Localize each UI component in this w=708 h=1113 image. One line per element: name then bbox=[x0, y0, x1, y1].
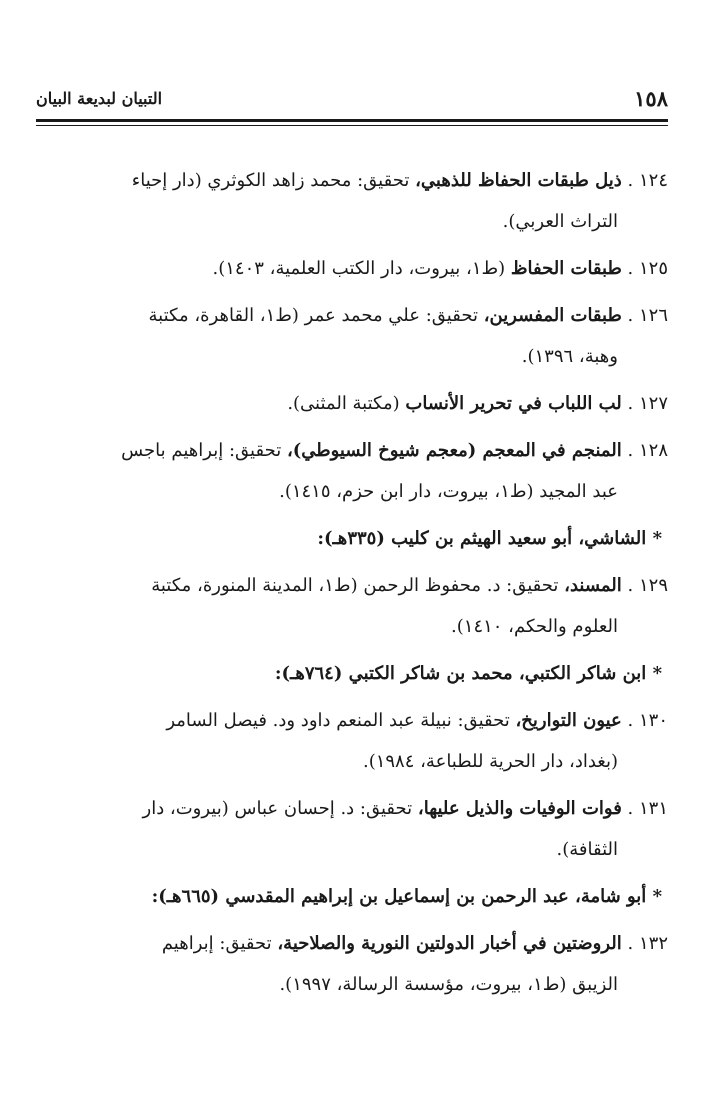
entry-details: تحقيق: إبراهيم باجس bbox=[121, 440, 282, 461]
entry-continuation: وهبة، ١٣٩٦). bbox=[521, 346, 618, 367]
author-name: أبو شامة، عبد الرحمن بن إسماعيل بن إبراهيم المقدسي (٦٦٥هـ): bbox=[151, 886, 647, 907]
entry-number: ١٢٥ . bbox=[627, 258, 668, 279]
entry-title: عيون التواريخ، bbox=[515, 710, 622, 731]
entry-title: المنجم في المعجم (معجم شيوخ السيوطي)، bbox=[286, 440, 622, 461]
entry-number: ١٣٢ . bbox=[627, 933, 668, 954]
bibliography-entry bbox=[40, 923, 668, 1005]
asterisk-icon: * bbox=[652, 663, 662, 684]
bibliography-entry bbox=[40, 295, 668, 377]
header-rule-thin bbox=[36, 125, 668, 126]
page-number: ١٥٨ bbox=[634, 86, 668, 111]
entry-details: تحقيق: إبراهيم bbox=[161, 933, 272, 954]
entry-title: ذيل طبقات الحفاظ للذهبي، bbox=[415, 170, 622, 191]
bibliography-entry bbox=[40, 383, 668, 424]
author-heading bbox=[40, 518, 668, 559]
entry-details: تحقيق: علي محمد عمر (ط١، القاهرة، مكتبة bbox=[148, 305, 478, 326]
entry-continuation: العلوم والحكم، ١٤١٠). bbox=[451, 616, 618, 637]
bibliography-entry bbox=[40, 160, 668, 242]
entry-title: طبقات الحفاظ bbox=[510, 258, 622, 279]
asterisk-icon: * bbox=[652, 528, 662, 549]
entry-number: ١٣١ . bbox=[627, 798, 668, 819]
entry-details: تحقيق: د. محفوظ الرحمن (ط١، المدينة المنورة، مكتبة bbox=[151, 575, 559, 596]
entry-continuation: الثقافة). bbox=[556, 839, 618, 860]
running-title: التبيان لبديعة البيان bbox=[36, 89, 163, 108]
entry-details: (مكتبة المثنى). bbox=[287, 393, 400, 414]
header-rule-thick bbox=[36, 119, 668, 122]
entry-number: ١٣٠ . bbox=[627, 710, 668, 731]
bibliography-entry bbox=[40, 788, 668, 870]
bibliography-entry bbox=[40, 700, 668, 782]
bibliography-entry bbox=[40, 565, 668, 647]
asterisk-icon: * bbox=[652, 886, 662, 907]
entry-number: ١٢٦ . bbox=[627, 305, 668, 326]
entry-title: طبقات المفسرين، bbox=[483, 305, 622, 326]
entry-number: ١٢٨ . bbox=[627, 440, 668, 461]
entry-continuation: عبد المجيد (ط١، بيروت، دار ابن حزم، ١٤١٥). bbox=[279, 481, 618, 502]
entry-details: تحقيق: د. إحسان عباس (بيروت، دار bbox=[142, 798, 413, 819]
entry-details: تحقيق: محمد زاهد الكوثري (دار إحياء bbox=[131, 170, 410, 191]
author-name: ابن شاكر الكتبي، محمد بن شاكر الكتبي (٧٦٤هـ): bbox=[274, 663, 647, 684]
author-heading bbox=[40, 876, 668, 917]
entry-title: الروضتين في أخبار الدولتين النورية والصلاحية، bbox=[277, 933, 622, 954]
author-name: الشاشي، أبو سعيد الهيثم بن كليب (٣٣٥هـ): bbox=[317, 528, 647, 549]
bibliography-entry bbox=[40, 430, 668, 512]
entry-title: لب اللباب في تحرير الأنساب bbox=[405, 393, 622, 414]
bibliography-list bbox=[40, 160, 668, 1011]
entry-number: ١٢٤ . bbox=[627, 170, 668, 191]
entry-number: ١٢٩ . bbox=[627, 575, 668, 596]
bibliography-entry bbox=[40, 248, 668, 289]
entry-continuation: (بغداد، دار الحرية للطباعة، ١٩٨٤). bbox=[362, 751, 618, 772]
entry-details: تحقيق: نبيلة عبد المنعم داود ود. فيصل السامر bbox=[166, 710, 510, 731]
entry-title: فوات الوفيات والذيل عليها، bbox=[417, 798, 622, 819]
author-heading bbox=[40, 653, 668, 694]
entry-continuation: التراث العربي). bbox=[502, 211, 618, 232]
entry-details: (ط١، بيروت، دار الكتب العلمية، ١٤٠٣). bbox=[212, 258, 506, 279]
entry-number: ١٢٧ . bbox=[627, 393, 668, 414]
entry-continuation: الزيبق (ط١، بيروت، مؤسسة الرسالة، ١٩٩٧). bbox=[279, 974, 618, 995]
entry-title: المسند، bbox=[564, 575, 622, 596]
page-header bbox=[36, 86, 668, 116]
